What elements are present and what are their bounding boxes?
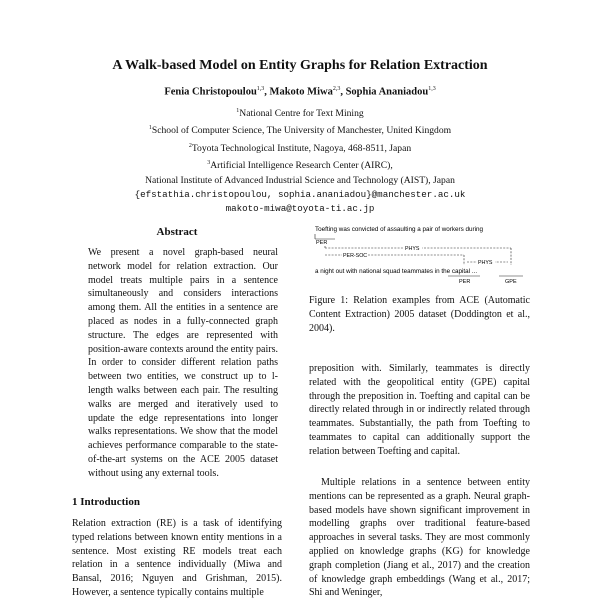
affil-sup: 3 [207, 160, 211, 167]
figure-caption-text: Figure 1: Relation examples from ACE (Automatic Content Extraction) 2005 dataset (Doddington et al., 2004). [309, 295, 530, 334]
email-line: {efstathia.christopoulou, sophia.ananiadou}@manchester.ac.uk [134, 188, 466, 200]
email-line: makoto-miwa@toyota-ti.ac.jp [225, 202, 375, 214]
phys-long-label: PHYS [405, 246, 420, 252]
author-affil-sup: 1,3 [256, 86, 265, 92]
abstract-heading: Abstract [156, 226, 198, 238]
affiliations [0, 104, 600, 216]
affil-text: National Institute of Advanced Industrial Science and Technology (AIST), Japan [145, 174, 455, 186]
abstract-text: We present a novel graph-based neural network model for relation extraction. Our model treats multiple pairs in a sentence simultaneously and considers interactions among them. All the entities in a sentence are placed as nodes in a fully-connected graph structure. The edges are represented with position-aware contexts around the entity pairs. In order to consider different relation paths between two entities, we construct up to l-length walks between each pair. The resulting walks are merged and iteratively used to update the edge representations into longer walks representations. We show that the model achieves performance comparable to the state-of-the-art systems on the ACE 2005 dataset without using any external tools. [88, 247, 278, 479]
introduction-text: Relation extraction (RE) is a task of identifying typed relations between known entity mentions in a sentence. Most existing RE models treat each relation in a sentence individually (Miwa and Bansal, 2016; Nguyen and Grishman, 2015). However, a sentence typically contains multiple [72, 518, 282, 598]
author-name: Sophia Ananiadou [345, 86, 429, 98]
introduction-body [72, 517, 282, 600]
per-soc-label: PER-SOC [343, 253, 368, 259]
per-bottom-label: PER [459, 279, 471, 285]
paragraph-text: preposition with. Similarly, teammates is directly related with the geopolitical entity (GPE) capital through the preposition in. Toefting and capital can be directly related through in or indirectly related through teammates. Substantially, the path from Toefting to teammates to capital can additionally support the relation between Toefting and capital. [309, 363, 530, 457]
affil-text: School of Computer Science, The University of Manchester, United Kingdom [151, 125, 452, 137]
affiliation-line [0, 104, 600, 121]
figure-sentence-line1: Toefting was convicted of assaulting a pair of workers during [315, 226, 484, 233]
affil-text: Toyota Technological Institute, Nagoya, 468-8511, Japan [191, 142, 412, 154]
affiliation-line [0, 121, 600, 138]
affiliation-line [0, 156, 600, 173]
author-list: Fenia Christopoulou$^{1,3}$, Makoto Miwa$^{2,3}$, Sophia Ananiadou$^{1,3}$ [164, 86, 436, 98]
author-name: Fenia Christopoulou [164, 86, 257, 98]
phys-short-label: PHYS [478, 260, 493, 266]
affil-sup: 1 [148, 125, 152, 132]
right-paragraph-1 [309, 362, 530, 459]
abstract-body [88, 246, 278, 481]
affil-text: National Centre for Text Mining [239, 108, 364, 120]
paper-title: A Walk-based Model on Entity Graphs for Relation Extraction [112, 58, 488, 73]
figure-caption [309, 294, 530, 335]
paragraph-text: Multiple relations in a sentence between entity mentions can be represented as a graph. Neural graph-based models have shown significant improvement in modelling graphs over traditional feature-based approaches in several tasks. They are most commonly applied on knowledge graphs (KG) for knowledge graph completion (Jiang et al., 2017) and the creation of knowledge graph embeddings (Wang et al., 2017; Shi and Weninger, [309, 477, 530, 599]
relation-figure [309, 222, 534, 286]
affiliation-line [0, 174, 600, 188]
author-affil-sup: 1,3 [428, 86, 436, 92]
author-name: Makoto Miwa [269, 86, 333, 98]
affil-sup: 2 [188, 142, 192, 149]
affiliation-line [0, 139, 600, 156]
gpe-label: GPE [505, 279, 517, 285]
section-heading-introduction: 1 Introduction [72, 496, 140, 508]
right-paragraph-2 [309, 476, 530, 600]
affil-sup: 1 [236, 108, 240, 114]
per-top-label: PER [316, 240, 328, 246]
affil-text: Artificial Intelligence Research Center (AIRC), [210, 160, 393, 172]
author-affil-sup: 2,3 [332, 86, 341, 92]
figure-sentence-line2: a night out with national squad teammates in the capital ... [315, 268, 478, 275]
